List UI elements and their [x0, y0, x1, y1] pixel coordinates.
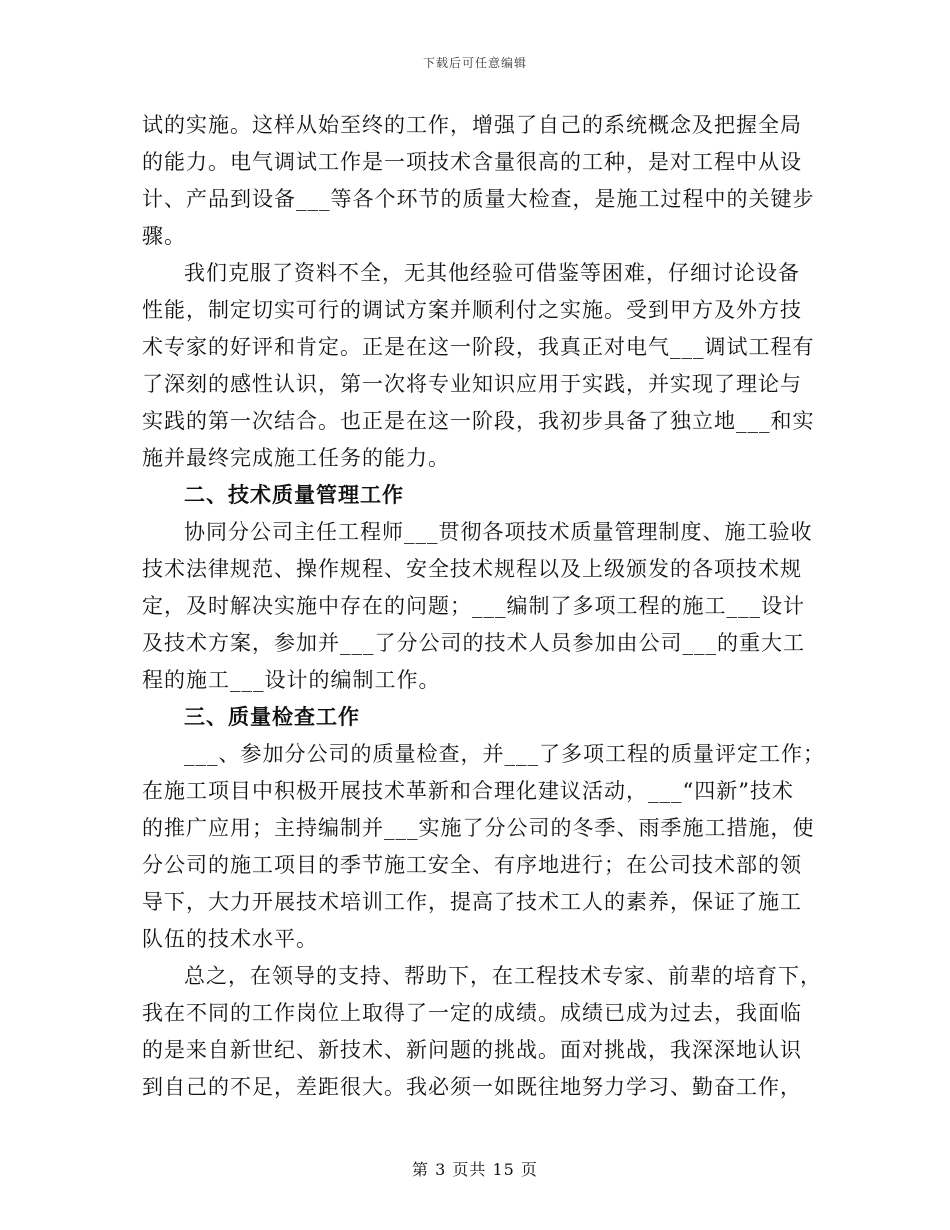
text-line: ___、参加分公司的质量检查，并___了多项工程的质量评定工作；	[184, 742, 825, 766]
text-line: 总之，在领导的支持、帮助下，在工程技术专家、前辈的培育下，	[184, 964, 822, 988]
section-heading: 三、质量检查工作	[184, 705, 360, 729]
text-line: 在施工项目中积极开展技术革新和合理化建议活动，___“四新”技术	[142, 779, 794, 803]
text-line: 性能，制定切实可行的调试方案并顺利付之实施。受到甲方及外方技	[142, 298, 802, 322]
text-line: 队伍的技术水平。	[142, 927, 318, 951]
section-heading: 二、技术质量管理工作	[184, 483, 404, 507]
text-line: 分公司的施工项目的季节施工安全、有序地进行；在公司技术部的领	[142, 853, 802, 877]
text-line: 骤。	[142, 224, 186, 248]
document-body	[142, 107, 825, 1106]
text-line: 及技术方案，参加并___了分公司的技术人员参加由公司___的重大工	[142, 631, 805, 655]
text-line: 导下，大力开展技术培训工作，提高了技术工人的素养，保证了施工	[142, 890, 802, 914]
text-line: 实践的第一次结合。也正是在这一阶段，我初步具备了独立地___和实	[142, 409, 815, 433]
text-line: 计、产品到设备___等各个环节的质量大检查，是施工过程中的关键步	[142, 187, 815, 211]
text-line: 的是来自新世纪、新技术、新问题的挑战。面对挑战，我深深地认识	[142, 1038, 802, 1062]
page-header: 下载后可任意编辑	[422, 56, 527, 70]
text-line: 了深刻的感性认识，第一次将专业知识应用于实践，并实现了理论与	[142, 372, 802, 396]
text-line: 术专家的好评和肯定。正是在这一阶段，我真正对电气___调试工程有	[142, 335, 815, 359]
text-line: 的能力。电气调试工作是一项技术含量很高的工种，是对工程中从设	[142, 150, 802, 174]
text-line: 试的实施。这样从始至终的工作，增强了自己的系统概念及把握全局	[142, 113, 802, 137]
text-line: 定，及时解决实施中存在的问题；___编制了多项工程的施工___设计	[142, 594, 805, 618]
text-line: 的推广应用；主持编制并___实施了分公司的冬季、雨季施工措施，使	[142, 816, 815, 840]
page-footer: 第 3 页共 15 页	[412, 1160, 538, 1179]
text-line: 我在不同的工作岗位上取得了一定的成绩。成绩已成为过去，我面临	[142, 1001, 802, 1025]
text-line: 协同分公司主任工程师___贯彻各项技术质量管理制度、施工验收	[184, 520, 813, 544]
text-line: 我们克服了资料不全，无其他经验可借鉴等困难，仔细讨论设备	[184, 261, 800, 285]
text-line: 技术法律规范、操作规程、安全技术规程以及上级颁发的各项技术规	[142, 557, 802, 581]
text-line: 程的施工___设计的编制工作。	[142, 668, 441, 692]
text-line: 到自己的不足，差距很大。我必须一如既往地努力学习、勤奋工作，	[142, 1075, 802, 1099]
text-line: 施并最终完成施工任务的能力。	[142, 446, 450, 470]
